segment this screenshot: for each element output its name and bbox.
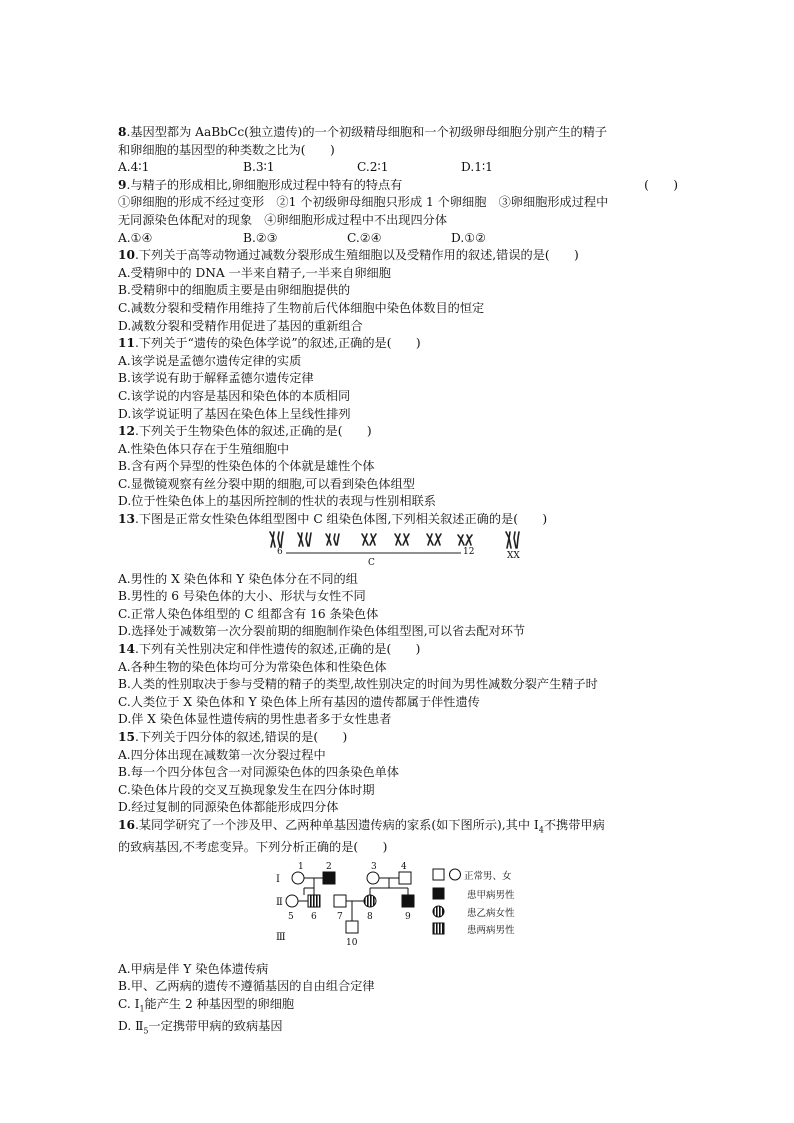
subscript: 4 [538,825,544,835]
chromosome-pair-10 [395,534,409,545]
option-d[interactable]: D.经过复制的同源染色体都能形成四分体 [118,800,339,815]
option-b[interactable]: B.人类的性别取决于参与受精的精子的类型,故性别决定的时间为男性减数分裂产生精子时 [118,677,598,692]
options-row [118,230,678,248]
question-stem: .下列关于“遗传的染色体学说”的叙述,正确的是( ) [134,336,421,351]
option-a[interactable]: A.男性的 X 染色体和 Y 染色体分在不同的组 [118,571,358,586]
question-number: 11 [118,336,135,351]
option-c[interactable]: C.正常人染色体组型的 C 组都含有 16 条染色体 [118,606,379,621]
option-a[interactable]: A.受精卵中的 DNA 一半来自精子,一半来自卵细胞 [118,265,391,280]
question-stem: .与精子的形成相比,卵细胞形成过程中特有的特点有 [126,177,403,192]
question-stem-cont: 的致病基因,不考虑变异。下列分析正确的是( ) [118,840,388,854]
option-c[interactable]: C.减数分裂和受精作用维持了生物前后代体细胞中染色体数目的恒定 [118,300,485,315]
person-ii5 [286,895,298,907]
question-16 [118,817,678,1040]
chromosome-pair-xx [506,532,519,548]
generation-label: Ⅲ [276,931,286,943]
option-d[interactable]: D.减数分裂和受精作用促进了基因的重新组合 [118,318,363,333]
option-b[interactable]: B.甲、乙两病的遗传不遵循基因的自由组合定律 [118,979,375,994]
options-row [118,159,678,177]
question-stem: .下列关于四分体的叙述,错误的是( ) [134,730,348,744]
option-b[interactable]: B.每一个四分体包含一对同源染色体的四条染色单体 [118,765,399,780]
subscript: 1 [139,1004,145,1014]
generation-label: Ⅱ [276,896,283,908]
option-d[interactable]: D.伴 X 染色体显性遗传病的男性患者多于女性患者 [118,712,392,727]
person-ii6 [308,895,320,907]
option-c[interactable]: C.人类位于 X 染色体和 Y 染色体上所有基因的遗传都属于伴性遗传 [118,694,480,709]
pedigree-nodes [286,872,414,933]
person-ii9 [402,895,414,907]
chromosome-pair-9 [362,534,376,545]
question-number: 8 [118,125,127,139]
pedigree-svg [118,857,678,961]
question-number: 15 [118,730,135,744]
person-iii10 [346,921,358,933]
legend-label: 患两病男性 [467,924,515,936]
option-d[interactable]: D.选择处于减数第一次分裂前期的细胞制作染色体组型图,可以省去配对环节 [118,624,526,639]
question-number: 13 [118,512,135,527]
answer-parens: ( ) [644,177,678,192]
statement-line: ①卵细胞的形成不经过变形 ②1 个初级卵母细胞只形成 1 个卵细胞 ③卵细胞形成过程中 [118,195,609,210]
option-b[interactable]: B.该学说有助于解释孟德尔遗传定律 [118,371,314,386]
person-number: 3 [371,861,377,872]
pedigree-figure [118,857,678,961]
option-b[interactable]: B.男性的 6 号染色体的大小、形状与女性不同 [118,589,366,604]
karyotype-figure [118,529,678,571]
option-a[interactable]: A.性染色体只存在于生殖细胞中 [118,441,290,456]
person-number: 1 [298,861,304,872]
sex-chromosome-label: XX [507,550,520,561]
option-c[interactable]: C.该学说的内容是基因和染色体的本质相同 [118,388,351,403]
option-a[interactable]: A.四分体出现在减数第一次分裂过程中 [118,747,326,762]
option-b[interactable]: B.3∶1 [243,160,275,175]
option-b[interactable]: B.受精卵中的细胞质主要是由卵细胞提供的 [118,283,351,298]
question-stem: .下列有关性别决定和伴性遗传的叙述,正确的是( ) [134,642,421,657]
question-number: 12 [118,424,135,439]
option-c[interactable]: C.②④ [347,230,382,245]
option-c[interactable]: C.显微镜观察有丝分裂中期的细胞,可以看到染色体组型 [118,476,415,491]
chromosome-pair-11 [427,534,441,545]
statement-line: 无同源染色体配对的现象 ④卵细胞形成过程中不出现四分体 [118,212,448,227]
option-a[interactable]: A.该学说是孟德尔遗传定律的实质 [118,353,302,368]
option-c[interactable]: C.染色体片段的交叉互换现象发生在四分体时期 [118,782,375,797]
option-d[interactable]: D.1∶1 [461,160,493,175]
subscript: 5 [143,1026,149,1036]
option-a[interactable]: A.甲病是伴 Y 染色体遗传病 [118,961,269,976]
person-number: 2 [326,861,332,872]
question-9 [118,177,678,247]
option-text: C. Ⅰ [118,996,140,1011]
exam-page [118,124,678,1040]
question-number: 10 [118,248,135,263]
question-12 [118,423,678,511]
question-stem: .下列关于高等动物通过减数分裂形成生殖细胞以及受精作用的叙述,错误的是( ) [134,248,579,263]
person-number: 9 [405,911,411,922]
person-number: 8 [367,911,373,922]
option-text: 一定携带甲病的致病基因 [148,1018,283,1033]
option-a[interactable]: A.各种生物的染色体均可分为常染色体和性染色体 [118,659,387,674]
person-number: 5 [288,911,294,922]
question-number: 14 [118,642,135,657]
option-d[interactable] [118,1018,678,1040]
question-stem: .下图是正常女性染色体组型图中 C 组染色体图,下列相关叙述正确的是( ) [134,512,548,527]
question-stem: .某同学研究了一个涉及甲、乙两种单基因遗传病的家系(如下图所示),其中 Ⅰ [134,817,539,832]
question-stem: .下列关于生物染色体的叙述,正确的是( ) [134,424,372,439]
question-10 [118,247,678,335]
question-13 [118,511,678,641]
legend-label: 正常男、女 [464,870,512,882]
label-end: 12 [463,546,475,557]
person-number: 10 [346,937,358,948]
option-d[interactable]: D.位于性染色体上的基因所控制的性状的表现与性别相联系 [118,494,436,509]
question-number: 16 [118,817,135,832]
option-text: 能产生 2 种基因型的卵细胞 [144,996,295,1011]
question-8 [118,124,678,177]
person-ii7 [334,895,346,907]
question-11 [118,335,678,423]
chromosome-pair-7 [298,533,311,546]
legend-label: 患乙病女性 [467,907,515,919]
question-stem: .基因型都为 AaBbCc(独立遗传)的一个初级精母细胞和一个初级卵母细胞分别产生的精子 [126,125,608,139]
question-stem-cont: 和卵细胞的基因型的种类数之比为( ) [118,142,335,157]
option-d[interactable]: D.①② [451,230,487,245]
option-b[interactable]: B.含有两个异型的性染色体的个体就是雄性个体 [118,459,375,474]
option-b[interactable]: B.②③ [243,230,278,245]
karyotype-svg [118,529,538,571]
label-start: 6 [277,546,283,557]
option-d[interactable]: D.该学说证明了基因在染色体上呈线性排列 [118,406,351,421]
person-number: 7 [337,911,343,922]
pedigree-legend [433,869,461,934]
person-number: 4 [401,861,407,872]
option-c[interactable] [118,996,678,1018]
question-number: 9 [118,177,127,192]
chromosome-pair-8 [326,534,339,545]
question-15 [118,729,678,817]
person-number: 6 [311,911,317,922]
person-ii8 [364,895,376,907]
option-c[interactable]: C.2∶1 [357,160,389,175]
option-a[interactable]: A.①④ [118,230,153,245]
question-stem-cont: 不携带甲病 [543,817,605,832]
option-a[interactable]: A.4∶1 [118,160,150,175]
option-text: D. Ⅱ [118,1018,144,1033]
question-14 [118,641,678,729]
legend-label: 患甲病男性 [467,889,515,901]
group-label: C [368,557,375,568]
generation-label: Ⅰ [276,873,280,885]
